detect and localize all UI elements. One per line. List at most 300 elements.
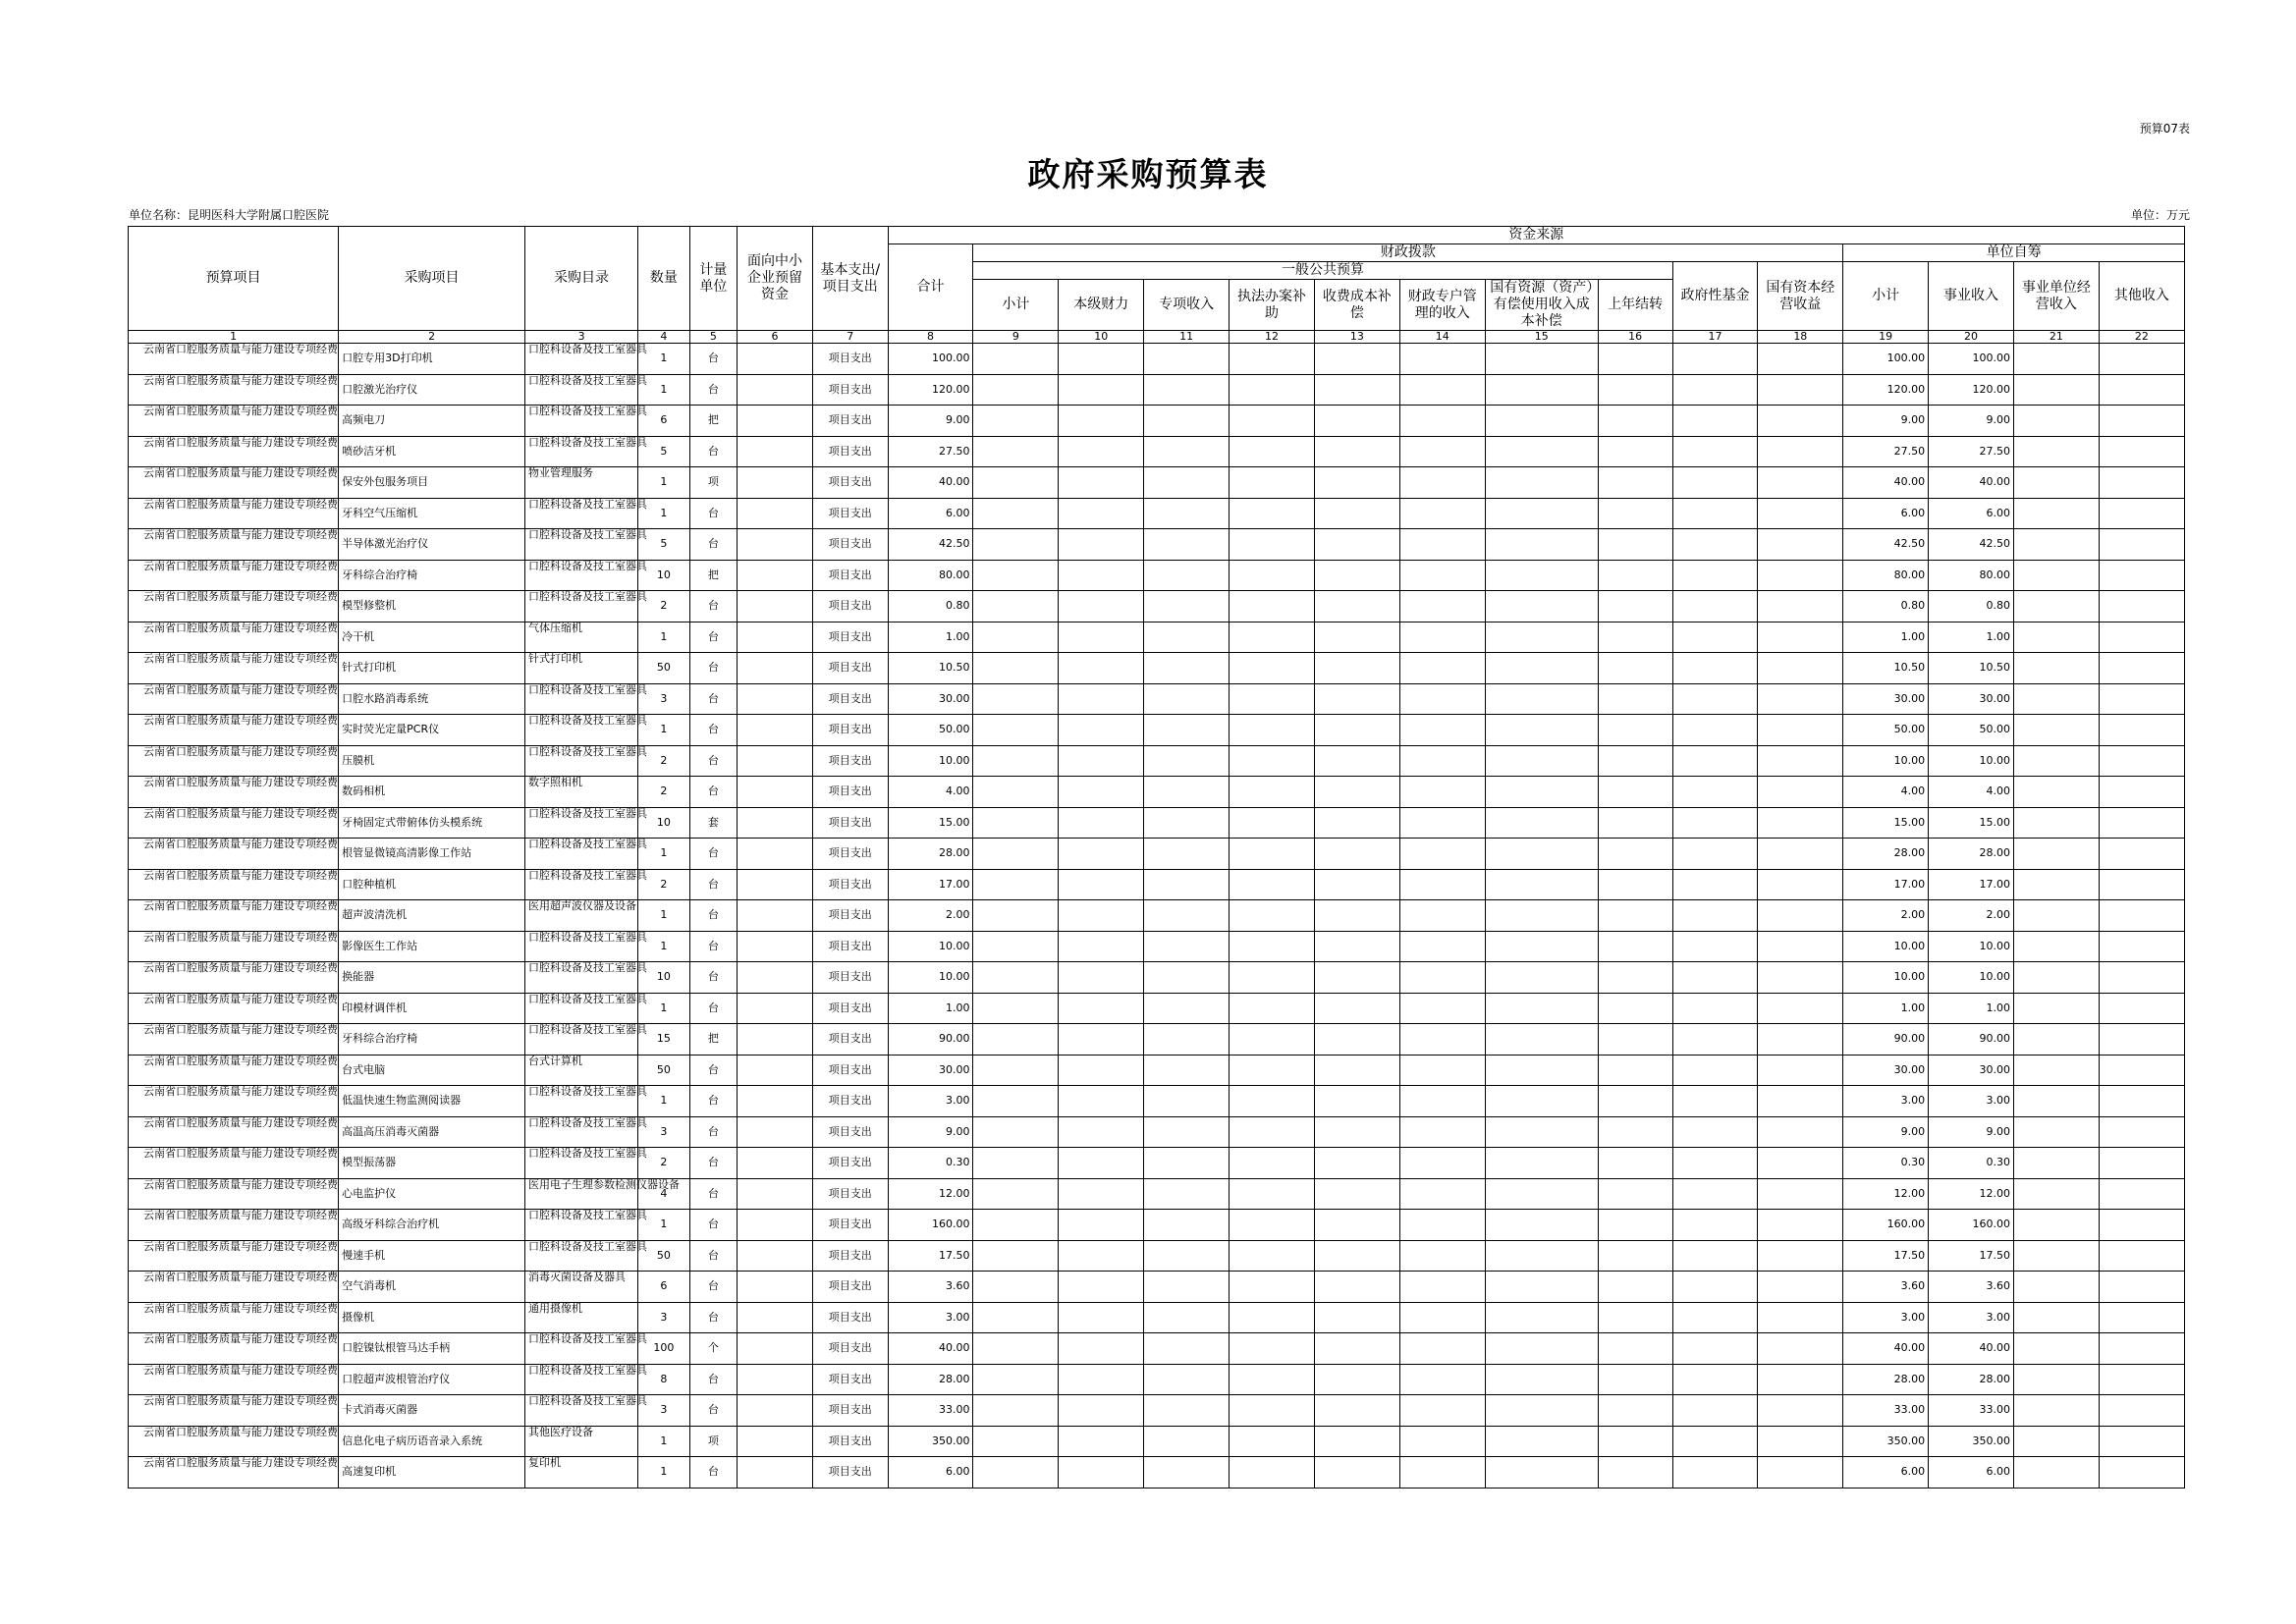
cell-quantity: 1 bbox=[638, 1426, 690, 1457]
cell-fiscal-empty bbox=[1672, 591, 1758, 623]
cell-fiscal-empty bbox=[1399, 1086, 1485, 1117]
budget-item-text: 云南省口腔服务质量与能力建设专项经费 bbox=[143, 435, 338, 449]
cell-measure-unit: 台 bbox=[689, 1272, 737, 1303]
cell-quantity: 10 bbox=[638, 560, 690, 591]
cell-fiscal-empty bbox=[1314, 344, 1399, 375]
cell-fiscal-empty bbox=[1314, 1240, 1399, 1272]
cell-fiscal-empty bbox=[1144, 683, 1230, 715]
budget-item-text: 云南省口腔服务质量与能力建设专项经费 bbox=[143, 1271, 338, 1283]
cell-other-income bbox=[2099, 1302, 2184, 1333]
cell-fiscal-empty bbox=[1144, 498, 1230, 529]
cell-fiscal-empty bbox=[1598, 1116, 1672, 1148]
cell-budget-item bbox=[129, 406, 339, 437]
cell-measure-unit: 台 bbox=[689, 344, 737, 375]
header-fund-source: 资金来源 bbox=[888, 227, 2184, 244]
cell-total: 10.00 bbox=[888, 745, 973, 777]
cell-quantity: 8 bbox=[638, 1364, 690, 1395]
cell-fiscal-empty bbox=[1399, 900, 1485, 932]
cell-purchase-item: 印模材调伴机 bbox=[339, 993, 525, 1024]
cell-budget-item bbox=[129, 900, 339, 932]
cell-total: 4.00 bbox=[888, 777, 973, 808]
cell-fiscal-empty bbox=[1230, 1395, 1315, 1427]
cell-self-subtotal: 90.00 bbox=[1843, 1024, 1929, 1056]
cell-purchase-catalog: 口腔科设备及技工室器具 bbox=[525, 591, 638, 623]
cell-fiscal-empty bbox=[1758, 591, 1843, 623]
cell-fiscal-empty bbox=[1399, 436, 1485, 467]
cell-total: 120.00 bbox=[888, 374, 973, 406]
cell-expense-type: 项目支出 bbox=[812, 715, 888, 746]
cell-total: 27.50 bbox=[888, 436, 973, 467]
budget-item-text: 云南省口腔服务质量与能力建设专项经费 bbox=[143, 1147, 338, 1160]
currency-unit-label: 单位：万元 bbox=[2130, 208, 2190, 222]
column-number: 15 bbox=[1485, 331, 1598, 344]
cell-fiscal-empty bbox=[1485, 1302, 1598, 1333]
cell-purchase-item: 半导体激光治疗仪 bbox=[339, 529, 525, 561]
cell-fiscal-empty bbox=[1230, 1333, 1315, 1365]
cell-fiscal-empty bbox=[1144, 1240, 1230, 1272]
header-law-enforcement: 执法办案补助 bbox=[1230, 280, 1315, 331]
cell-fiscal-empty bbox=[1758, 869, 1843, 900]
table-row bbox=[129, 498, 2185, 529]
cell-fiscal-empty bbox=[1059, 931, 1144, 962]
cell-purchase-item: 口腔专用3D打印机 bbox=[339, 344, 525, 375]
cell-self-subtotal: 33.00 bbox=[1843, 1395, 1929, 1427]
cell-fiscal-empty bbox=[973, 622, 1059, 653]
cell-quantity: 2 bbox=[638, 1148, 690, 1179]
cell-fiscal-empty bbox=[1144, 374, 1230, 406]
cell-business-operating bbox=[2013, 1457, 2099, 1489]
cell-fiscal-empty bbox=[1399, 1395, 1485, 1427]
cell-fiscal-empty bbox=[1672, 529, 1758, 561]
cell-other-income bbox=[2099, 653, 2184, 684]
table-row bbox=[129, 683, 2185, 715]
cell-budget-item bbox=[129, 993, 339, 1024]
cell-total: 9.00 bbox=[888, 1116, 973, 1148]
cell-other-income bbox=[2099, 1364, 2184, 1395]
cell-self-subtotal: 28.00 bbox=[1843, 839, 1929, 870]
cell-other-income bbox=[2099, 900, 2184, 932]
cell-fiscal-empty bbox=[1059, 1457, 1144, 1489]
cell-fiscal-empty bbox=[1598, 807, 1672, 839]
cell-measure-unit: 项 bbox=[689, 467, 737, 499]
cell-measure-unit: 台 bbox=[689, 436, 737, 467]
cell-fiscal-empty bbox=[1672, 807, 1758, 839]
cell-fiscal-empty bbox=[1144, 622, 1230, 653]
cell-fiscal-empty bbox=[1598, 1272, 1672, 1303]
cell-purchase-item: 喷砂洁牙机 bbox=[339, 436, 525, 467]
budget-item-text: 云南省口腔服务质量与能力建设专项经费 bbox=[143, 776, 338, 788]
cell-sme-reserved bbox=[738, 745, 813, 777]
cell-other-income bbox=[2099, 715, 2184, 746]
cell-other-income bbox=[2099, 962, 2184, 994]
cell-fiscal-empty bbox=[1399, 591, 1485, 623]
cell-sme-reserved bbox=[738, 993, 813, 1024]
cell-business-operating bbox=[2013, 436, 2099, 467]
cell-sme-reserved bbox=[738, 436, 813, 467]
budget-item-text: 云南省口腔服务质量与能力建设专项经费 bbox=[143, 559, 338, 572]
cell-budget-item bbox=[129, 931, 339, 962]
header-state-capital: 国有资本经营收益 bbox=[1758, 262, 1843, 331]
cell-measure-unit: 台 bbox=[689, 374, 737, 406]
cell-total: 0.30 bbox=[888, 1148, 973, 1179]
cell-total: 17.00 bbox=[888, 869, 973, 900]
cell-fiscal-empty bbox=[1314, 715, 1399, 746]
cell-sme-reserved bbox=[738, 900, 813, 932]
cell-self-subtotal: 80.00 bbox=[1843, 560, 1929, 591]
cell-business-income: 33.00 bbox=[1929, 1395, 2014, 1427]
cell-sme-reserved bbox=[738, 1240, 813, 1272]
cell-fiscal-empty bbox=[1672, 498, 1758, 529]
cell-purchase-item: 影像医生工作站 bbox=[339, 931, 525, 962]
cell-fiscal-empty bbox=[1399, 1426, 1485, 1457]
cell-fiscal-empty bbox=[1758, 406, 1843, 437]
cell-quantity: 5 bbox=[638, 529, 690, 561]
cell-fiscal-empty bbox=[973, 839, 1059, 870]
cell-budget-item bbox=[129, 745, 339, 777]
cell-fiscal-empty bbox=[1230, 931, 1315, 962]
cell-fiscal-empty bbox=[1758, 1148, 1843, 1179]
cell-business-operating bbox=[2013, 1302, 2099, 1333]
table-row bbox=[129, 962, 2185, 994]
cell-fiscal-empty bbox=[1399, 1210, 1485, 1241]
cell-fiscal-empty bbox=[1399, 1116, 1485, 1148]
cell-purchase-item: 心电监护仪 bbox=[339, 1178, 525, 1210]
cell-fiscal-empty bbox=[1144, 1024, 1230, 1056]
cell-fiscal-empty bbox=[1672, 1364, 1758, 1395]
table-row bbox=[129, 374, 2185, 406]
cell-total: 160.00 bbox=[888, 1210, 973, 1241]
cell-fiscal-empty bbox=[1399, 622, 1485, 653]
cell-fiscal-empty bbox=[1485, 1055, 1598, 1086]
cell-business-income: 30.00 bbox=[1929, 683, 2014, 715]
budget-item-text: 云南省口腔服务质量与能力建设专项经费 bbox=[143, 497, 338, 511]
cell-fiscal-empty bbox=[1758, 653, 1843, 684]
cell-expense-type: 项目支出 bbox=[812, 467, 888, 499]
cell-fiscal-empty bbox=[973, 529, 1059, 561]
cell-quantity: 1 bbox=[638, 622, 690, 653]
cell-measure-unit: 台 bbox=[689, 869, 737, 900]
cell-self-subtotal: 28.00 bbox=[1843, 1364, 1929, 1395]
cell-quantity: 1 bbox=[638, 1086, 690, 1117]
cell-fiscal-empty bbox=[1485, 344, 1598, 375]
cell-budget-item bbox=[129, 1333, 339, 1365]
cell-fiscal-empty bbox=[1399, 869, 1485, 900]
cell-business-income: 17.00 bbox=[1929, 869, 2014, 900]
cell-expense-type: 项目支出 bbox=[812, 962, 888, 994]
cell-fiscal-empty bbox=[1485, 777, 1598, 808]
cell-business-operating bbox=[2013, 1116, 2099, 1148]
cell-fiscal-empty bbox=[1314, 1426, 1399, 1457]
cell-fiscal-empty bbox=[1758, 1086, 1843, 1117]
cell-total: 10.00 bbox=[888, 931, 973, 962]
cell-purchase-catalog: 口腔科设备及技工室器具 bbox=[525, 1395, 638, 1427]
cell-fiscal-empty bbox=[1059, 1178, 1144, 1210]
unit-name: 单位名称：昆明医科大学附属口腔医院 bbox=[129, 208, 330, 222]
cell-fiscal-empty bbox=[1485, 869, 1598, 900]
cell-self-subtotal: 17.50 bbox=[1843, 1240, 1929, 1272]
cell-measure-unit: 台 bbox=[689, 1457, 737, 1489]
cell-fiscal-empty bbox=[973, 436, 1059, 467]
cell-other-income bbox=[2099, 1148, 2184, 1179]
budget-item-text: 云南省口腔服务质量与能力建设专项经费 bbox=[143, 744, 338, 758]
cell-fiscal-empty bbox=[1144, 653, 1230, 684]
cell-fiscal-empty bbox=[973, 1395, 1059, 1427]
cell-budget-item bbox=[129, 1116, 339, 1148]
table-row bbox=[129, 715, 2185, 746]
cell-other-income bbox=[2099, 869, 2184, 900]
cell-fiscal-empty bbox=[1485, 1240, 1598, 1272]
cell-fiscal-empty bbox=[1485, 962, 1598, 994]
cell-business-income: 1.00 bbox=[1929, 622, 2014, 653]
cell-fiscal-empty bbox=[1399, 1024, 1485, 1056]
cell-business-income: 2.00 bbox=[1929, 900, 2014, 932]
cell-self-subtotal: 1.00 bbox=[1843, 622, 1929, 653]
cell-fiscal-empty bbox=[1059, 1302, 1144, 1333]
cell-quantity: 1 bbox=[638, 344, 690, 375]
cell-sme-reserved bbox=[738, 344, 813, 375]
cell-fiscal-empty bbox=[1144, 1055, 1230, 1086]
cell-fiscal-empty bbox=[1672, 839, 1758, 870]
cell-self-subtotal: 3.00 bbox=[1843, 1302, 1929, 1333]
cell-measure-unit: 台 bbox=[689, 1178, 737, 1210]
cell-self-subtotal: 0.80 bbox=[1843, 591, 1929, 623]
cell-expense-type: 项目支出 bbox=[812, 807, 888, 839]
table-row bbox=[129, 560, 2185, 591]
cell-fiscal-empty bbox=[973, 374, 1059, 406]
cell-business-income: 42.50 bbox=[1929, 529, 2014, 561]
cell-fiscal-empty bbox=[1598, 406, 1672, 437]
cell-measure-unit: 台 bbox=[689, 715, 737, 746]
cell-sme-reserved bbox=[738, 1426, 813, 1457]
cell-fiscal-empty bbox=[973, 467, 1059, 499]
cell-business-operating bbox=[2013, 374, 2099, 406]
cell-expense-type: 项目支出 bbox=[812, 591, 888, 623]
cell-fiscal-empty bbox=[973, 683, 1059, 715]
cell-other-income bbox=[2099, 436, 2184, 467]
cell-purchase-item: 高速复印机 bbox=[339, 1457, 525, 1489]
cell-measure-unit: 台 bbox=[689, 962, 737, 994]
cell-budget-item bbox=[129, 622, 339, 653]
cell-budget-item bbox=[129, 344, 339, 375]
cell-fiscal-empty bbox=[1314, 1302, 1399, 1333]
cell-fiscal-empty bbox=[1485, 622, 1598, 653]
cell-fiscal-empty bbox=[1485, 1457, 1598, 1489]
cell-fiscal-empty bbox=[973, 1302, 1059, 1333]
cell-fiscal-empty bbox=[1485, 467, 1598, 499]
cell-fiscal-empty bbox=[1059, 1333, 1144, 1365]
cell-business-operating bbox=[2013, 529, 2099, 561]
cell-fiscal-empty bbox=[1059, 653, 1144, 684]
cell-fiscal-empty bbox=[1399, 807, 1485, 839]
cell-fiscal-empty bbox=[1485, 931, 1598, 962]
cell-purchase-item: 模型振荡器 bbox=[339, 1148, 525, 1179]
cell-quantity: 1 bbox=[638, 839, 690, 870]
cell-self-subtotal: 42.50 bbox=[1843, 529, 1929, 561]
cell-budget-item bbox=[129, 777, 339, 808]
cell-business-income: 160.00 bbox=[1929, 1210, 2014, 1241]
cell-budget-item bbox=[129, 498, 339, 529]
cell-fiscal-empty bbox=[1399, 529, 1485, 561]
cell-expense-type: 项目支出 bbox=[812, 869, 888, 900]
cell-purchase-catalog: 口腔科设备及技工室器具 bbox=[525, 993, 638, 1024]
cell-fiscal-empty bbox=[1399, 560, 1485, 591]
cell-fiscal-empty bbox=[1399, 1178, 1485, 1210]
cell-fiscal-empty bbox=[1059, 1426, 1144, 1457]
cell-sme-reserved bbox=[738, 622, 813, 653]
cell-fiscal-empty bbox=[1758, 715, 1843, 746]
cell-fiscal-empty bbox=[1059, 1024, 1144, 1056]
cell-measure-unit: 把 bbox=[689, 560, 737, 591]
cell-purchase-catalog: 口腔科设备及技工室器具 bbox=[525, 1240, 638, 1272]
cell-business-income: 40.00 bbox=[1929, 467, 2014, 499]
cell-purchase-catalog: 口腔科设备及技工室器具 bbox=[525, 1024, 638, 1056]
cell-fiscal-empty bbox=[1230, 467, 1315, 499]
cell-sme-reserved bbox=[738, 1272, 813, 1303]
table-header bbox=[129, 227, 2185, 344]
cell-fiscal-empty bbox=[1230, 1364, 1315, 1395]
cell-fiscal-empty bbox=[1230, 1457, 1315, 1489]
budget-item-text: 云南省口腔服务质量与能力建设专项经费 bbox=[143, 590, 338, 603]
cell-fiscal-empty bbox=[1314, 1333, 1399, 1365]
cell-purchase-catalog: 物业管理服务 bbox=[525, 467, 638, 499]
cell-sme-reserved bbox=[738, 777, 813, 808]
cell-self-subtotal: 12.00 bbox=[1843, 1178, 1929, 1210]
cell-fiscal-empty bbox=[1059, 529, 1144, 561]
cell-fiscal-empty bbox=[1485, 1210, 1598, 1241]
cell-fiscal-empty bbox=[1144, 1148, 1230, 1179]
cell-self-subtotal: 160.00 bbox=[1843, 1210, 1929, 1241]
cell-other-income bbox=[2099, 622, 2184, 653]
cell-purchase-item: 高频电刀 bbox=[339, 406, 525, 437]
budget-item-text: 云南省口腔服务质量与能力建设专项经费 bbox=[143, 1456, 338, 1469]
cell-measure-unit: 套 bbox=[689, 807, 737, 839]
cell-budget-item bbox=[129, 1210, 339, 1241]
cell-quantity: 1 bbox=[638, 1457, 690, 1489]
cell-fiscal-empty bbox=[1485, 1333, 1598, 1365]
cell-budget-item bbox=[129, 869, 339, 900]
cell-fiscal-empty bbox=[1399, 931, 1485, 962]
cell-sme-reserved bbox=[738, 653, 813, 684]
cell-sme-reserved bbox=[738, 1024, 813, 1056]
cell-fiscal-empty bbox=[1059, 683, 1144, 715]
cell-business-income: 10.00 bbox=[1929, 931, 2014, 962]
cell-fiscal-empty bbox=[1314, 1457, 1399, 1489]
cell-business-income: 1.00 bbox=[1929, 993, 2014, 1024]
cell-business-operating bbox=[2013, 560, 2099, 591]
cell-fiscal-empty bbox=[1758, 498, 1843, 529]
cell-business-income: 17.50 bbox=[1929, 1240, 2014, 1272]
cell-fiscal-empty bbox=[1230, 1116, 1315, 1148]
cell-purchase-catalog: 其他医疗设备 bbox=[525, 1426, 638, 1457]
cell-purchase-catalog: 口腔科设备及技工室器具 bbox=[525, 374, 638, 406]
cell-fiscal-empty bbox=[1144, 777, 1230, 808]
cell-fiscal-empty bbox=[1672, 1457, 1758, 1489]
cell-business-income: 100.00 bbox=[1929, 344, 2014, 375]
cell-business-operating bbox=[2013, 1086, 2099, 1117]
cell-fiscal-empty bbox=[1144, 436, 1230, 467]
cell-fiscal-empty bbox=[1598, 467, 1672, 499]
cell-fiscal-empty bbox=[1059, 1272, 1144, 1303]
budget-item-text: 云南省口腔服务质量与能力建设专项经费 bbox=[143, 899, 338, 912]
cell-business-operating bbox=[2013, 1024, 2099, 1056]
cell-fiscal-empty bbox=[1672, 622, 1758, 653]
cell-fiscal-empty bbox=[1485, 807, 1598, 839]
cell-fiscal-empty bbox=[1230, 993, 1315, 1024]
cell-quantity: 1 bbox=[638, 374, 690, 406]
cell-fiscal-empty bbox=[1230, 1302, 1315, 1333]
cell-quantity: 50 bbox=[638, 653, 690, 684]
cell-fiscal-empty bbox=[1758, 1024, 1843, 1056]
cell-fiscal-empty bbox=[1598, 436, 1672, 467]
cell-quantity: 1 bbox=[638, 931, 690, 962]
cell-fiscal-empty bbox=[1059, 839, 1144, 870]
column-number: 20 bbox=[1929, 331, 2014, 344]
cell-budget-item bbox=[129, 683, 339, 715]
cell-total: 42.50 bbox=[888, 529, 973, 561]
cell-quantity: 50 bbox=[638, 1055, 690, 1086]
cell-purchase-catalog: 口腔科设备及技工室器具 bbox=[525, 715, 638, 746]
cell-budget-item bbox=[129, 560, 339, 591]
cell-fiscal-empty bbox=[1598, 777, 1672, 808]
cell-fiscal-empty bbox=[1598, 1457, 1672, 1489]
cell-measure-unit: 台 bbox=[689, 745, 737, 777]
cell-purchase-catalog: 口腔科设备及技工室器具 bbox=[525, 839, 638, 870]
cell-purchase-catalog: 数字照相机 bbox=[525, 777, 638, 808]
cell-budget-item bbox=[129, 1178, 339, 1210]
cell-fiscal-empty bbox=[1230, 1272, 1315, 1303]
cell-fiscal-empty bbox=[1144, 529, 1230, 561]
cell-sme-reserved bbox=[738, 1457, 813, 1489]
cell-fiscal-empty bbox=[1758, 1240, 1843, 1272]
column-number: 14 bbox=[1399, 331, 1485, 344]
cell-total: 50.00 bbox=[888, 715, 973, 746]
cell-quantity: 6 bbox=[638, 406, 690, 437]
table-row bbox=[129, 1457, 2185, 1489]
table-row bbox=[129, 839, 2185, 870]
cell-expense-type: 项目支出 bbox=[812, 777, 888, 808]
cell-fiscal-empty bbox=[1758, 1272, 1843, 1303]
cell-fiscal-empty bbox=[1598, 1333, 1672, 1365]
budget-item-text: 云南省口腔服务质量与能力建设专项经费 bbox=[143, 1332, 338, 1345]
cell-other-income bbox=[2099, 344, 2184, 375]
cell-fiscal-empty bbox=[1758, 560, 1843, 591]
cell-sme-reserved bbox=[738, 529, 813, 561]
cell-business-operating bbox=[2013, 962, 2099, 994]
cell-fiscal-empty bbox=[1485, 745, 1598, 777]
cell-fiscal-empty bbox=[1758, 436, 1843, 467]
cell-purchase-item: 高级牙科综合治疗机 bbox=[339, 1210, 525, 1241]
cell-business-operating bbox=[2013, 653, 2099, 684]
cell-purchase-catalog: 医用电子生理参数检测仪器设备 bbox=[525, 1178, 638, 1210]
cell-fiscal-empty bbox=[1230, 1148, 1315, 1179]
cell-business-operating bbox=[2013, 498, 2099, 529]
cell-sme-reserved bbox=[738, 1055, 813, 1086]
cell-purchase-catalog: 通用摄像机 bbox=[525, 1302, 638, 1333]
cell-self-subtotal: 0.30 bbox=[1843, 1148, 1929, 1179]
cell-budget-item bbox=[129, 374, 339, 406]
table-row bbox=[129, 1086, 2185, 1117]
cell-quantity: 1 bbox=[638, 498, 690, 529]
cell-fiscal-empty bbox=[1598, 715, 1672, 746]
cell-fiscal-empty bbox=[973, 900, 1059, 932]
cell-purchase-item: 实时荧光定量PCR仪 bbox=[339, 715, 525, 746]
cell-fiscal-empty bbox=[1314, 993, 1399, 1024]
cell-fiscal-empty bbox=[1672, 1055, 1758, 1086]
cell-other-income bbox=[2099, 1426, 2184, 1457]
cell-fiscal-empty bbox=[1059, 406, 1144, 437]
cell-expense-type: 项目支出 bbox=[812, 1024, 888, 1056]
cell-budget-item bbox=[129, 1086, 339, 1117]
